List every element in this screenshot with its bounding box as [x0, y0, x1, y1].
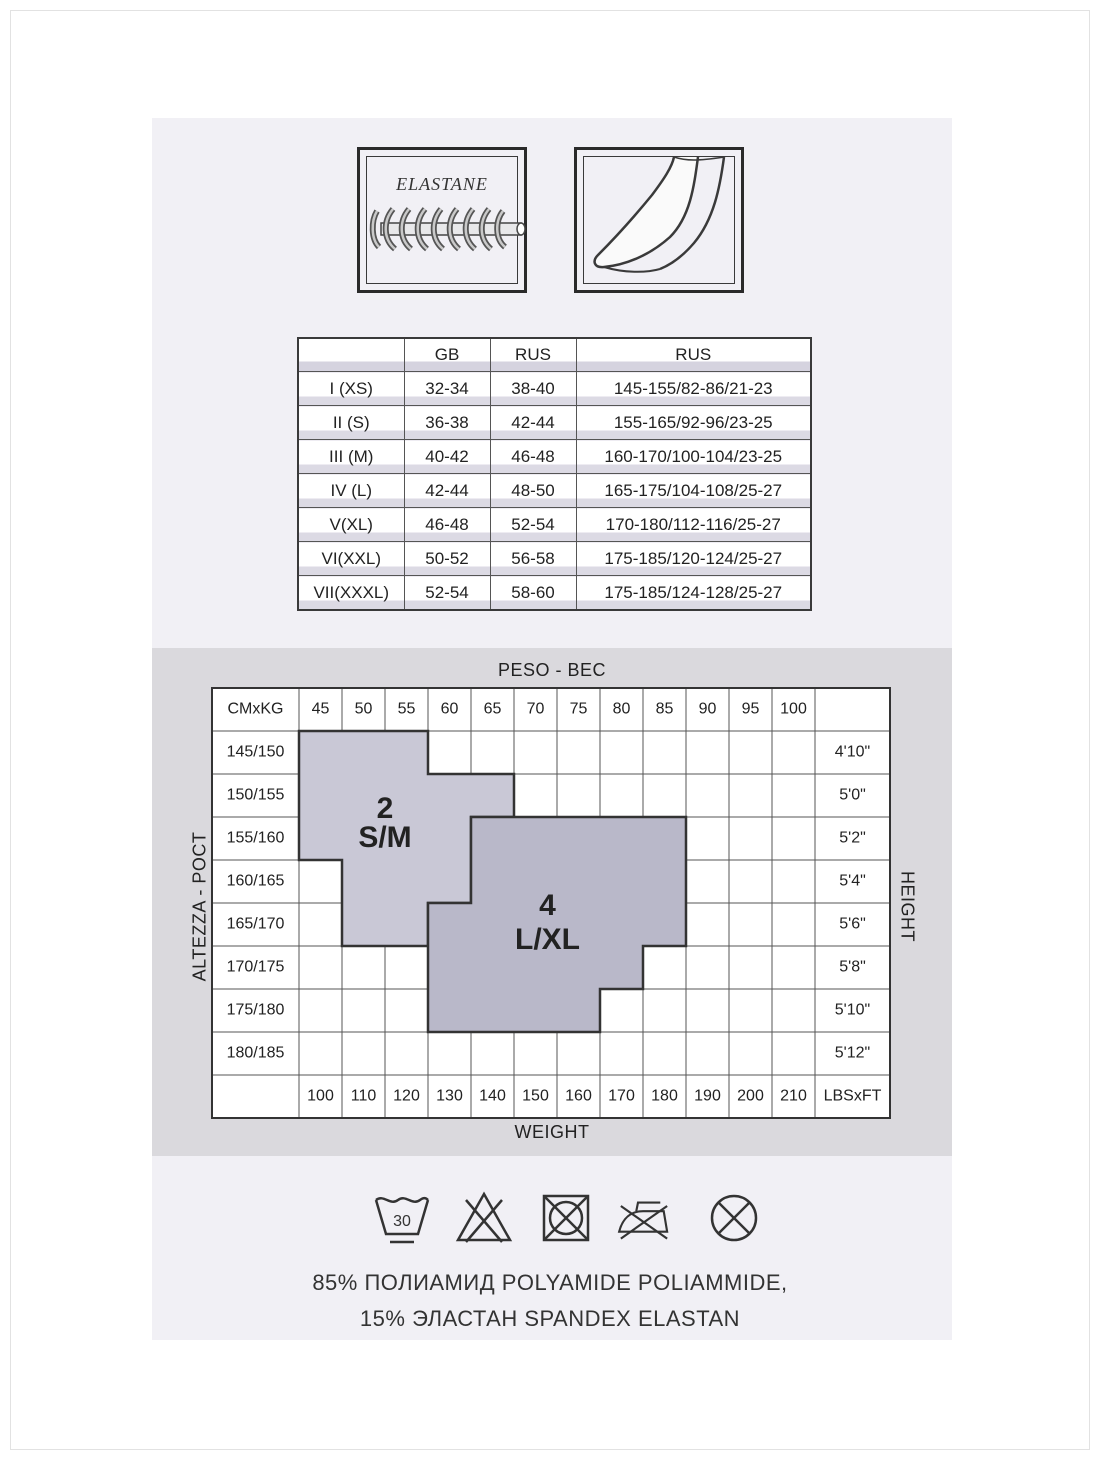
table-cell: 52-54: [490, 508, 576, 542]
ft-label: 5'0": [839, 786, 866, 804]
ft-label: 4'10": [834, 743, 871, 761]
table-cell: 36-38: [404, 406, 490, 440]
table-cell: VII(XXXL): [298, 576, 404, 611]
lbs-label: 150: [522, 1087, 549, 1105]
table-cell: II (S): [298, 406, 404, 440]
table-cell: VI(XXL): [298, 542, 404, 576]
ft-label: 5'2": [839, 829, 866, 847]
table-cell: 46-48: [404, 508, 490, 542]
zone-4-label: L/XL: [515, 922, 580, 956]
size-table-header-cell: [298, 338, 404, 372]
cm-label: 165/170: [226, 915, 285, 933]
zone-2-number: 2: [376, 791, 394, 825]
grid-corner-top: CMxKG: [227, 700, 284, 718]
table-cell: 175-185/120-124/25-27: [576, 542, 811, 576]
foot-icon-box: [574, 147, 744, 293]
kg-label: 100: [780, 700, 807, 718]
kg-label: 85: [655, 700, 674, 718]
wash-temp: 30: [393, 1213, 411, 1230]
table-cell: 56-58: [490, 542, 576, 576]
lbs-label: 120: [393, 1087, 420, 1105]
kg-label: 45: [311, 700, 330, 718]
table-cell: 46-48: [490, 440, 576, 474]
cm-label: 150/155: [226, 786, 285, 804]
no-dry-clean-icon: [704, 1190, 764, 1246]
table-cell: 145-155/82-86/21-23: [576, 372, 811, 406]
ft-label: 5'12": [834, 1044, 871, 1062]
table-cell: 48-50: [490, 474, 576, 508]
wash-30-icon: [372, 1190, 432, 1246]
lbs-label: 100: [307, 1087, 334, 1105]
ft-label: 5'6": [839, 915, 866, 933]
cm-label: 155/160: [226, 829, 285, 847]
kg-label: 80: [612, 700, 631, 718]
table-cell: III (M): [298, 440, 404, 474]
table-cell: 52-54: [404, 576, 490, 611]
cm-label: 160/165: [226, 872, 285, 890]
no-bleach-icon: [454, 1190, 514, 1246]
table-cell: 155-165/92-96/23-25: [576, 406, 811, 440]
table-row: [298, 406, 811, 440]
cm-label: 145/150: [226, 743, 285, 761]
lbs-label: 160: [565, 1087, 592, 1105]
table-cell: 42-44: [404, 474, 490, 508]
table-cell: 160-170/100-104/23-25: [576, 440, 811, 474]
elastane-spring-icon: [357, 147, 527, 293]
table-cell: 170-180/112-116/25-27: [576, 508, 811, 542]
size-table: [297, 337, 812, 611]
table-cell: 165-175/104-108/25-27: [576, 474, 811, 508]
lbs-label: 130: [436, 1087, 463, 1105]
table-row: [298, 474, 811, 508]
care-symbols: [0, 1190, 1100, 1250]
cm-label: 180/185: [226, 1044, 285, 1062]
lbs-label: 180: [651, 1087, 678, 1105]
lbs-label: 140: [479, 1087, 506, 1105]
lbs-label: 200: [737, 1087, 764, 1105]
table-cell: I (XS): [298, 372, 404, 406]
table-row: [298, 542, 811, 576]
table-cell: V(XL): [298, 508, 404, 542]
grid-corner-bottom: LBSxFT: [823, 1087, 882, 1105]
size-table-header-cell: RUS: [576, 338, 811, 372]
table-cell: IV (L): [298, 474, 404, 508]
kg-label: 90: [698, 700, 717, 718]
grid-title-left: ALTEZZA - POCT: [189, 831, 210, 982]
zone-4-number: 4: [539, 888, 556, 922]
lbs-label: 190: [694, 1087, 721, 1105]
table-cell: 42-44: [490, 406, 576, 440]
ft-label: 5'10": [834, 1001, 871, 1019]
size-table-header: [298, 338, 811, 372]
table-cell: 50-52: [404, 542, 490, 576]
table-cell: 40-42: [404, 440, 490, 474]
table-row: [298, 440, 811, 474]
grid-title-right: HEIGHT: [897, 870, 918, 942]
size-grid: [152, 648, 952, 1156]
size-table-header-cell: GB: [404, 338, 490, 372]
table-cell: 38-40: [490, 372, 576, 406]
composition-line-2: 15% ЭЛАСТАН SPANDEX ELASTAN: [359, 1306, 741, 1331]
elastane-label: ELASTANE: [396, 174, 488, 194]
zone-2-label: S/M: [358, 820, 412, 854]
kg-label: 60: [440, 700, 459, 718]
ft-label: 5'4": [839, 872, 866, 890]
table-cell: 175-185/124-128/25-27: [576, 576, 811, 611]
no-tumble-dry-icon: [536, 1190, 596, 1246]
table-cell: 32-34: [404, 372, 490, 406]
table-cell: 58-60: [490, 576, 576, 611]
kg-label: 75: [569, 700, 588, 718]
table-row: [298, 508, 811, 542]
cm-label: 170/175: [226, 958, 285, 976]
no-iron-icon: [614, 1190, 674, 1246]
lbs-label: 210: [780, 1087, 807, 1105]
kg-label: 55: [397, 700, 416, 718]
table-row: [298, 372, 811, 406]
cm-label: 175/180: [226, 1001, 285, 1019]
lbs-label: 110: [350, 1087, 377, 1105]
table-row: [298, 576, 811, 611]
grid-title-bottom: WEIGHT: [514, 1122, 590, 1142]
kg-label: 50: [354, 700, 373, 718]
size-grid-band: [152, 648, 952, 1156]
kg-label: 70: [526, 700, 545, 718]
foot-icon: [574, 147, 744, 293]
kg-label: 65: [483, 700, 502, 718]
lbs-label: 170: [608, 1087, 635, 1105]
composition-line-1: 85% ПОЛИАМИД POLYAMIDE POLIAMMIDE,: [312, 1270, 788, 1295]
ft-label: 5'8": [839, 958, 866, 976]
kg-label: 95: [741, 700, 760, 718]
grid-title-top: PESO - BEC: [497, 660, 607, 680]
size-table-header-cell: RUS: [490, 338, 576, 372]
elastane-icon-box: [357, 147, 527, 293]
